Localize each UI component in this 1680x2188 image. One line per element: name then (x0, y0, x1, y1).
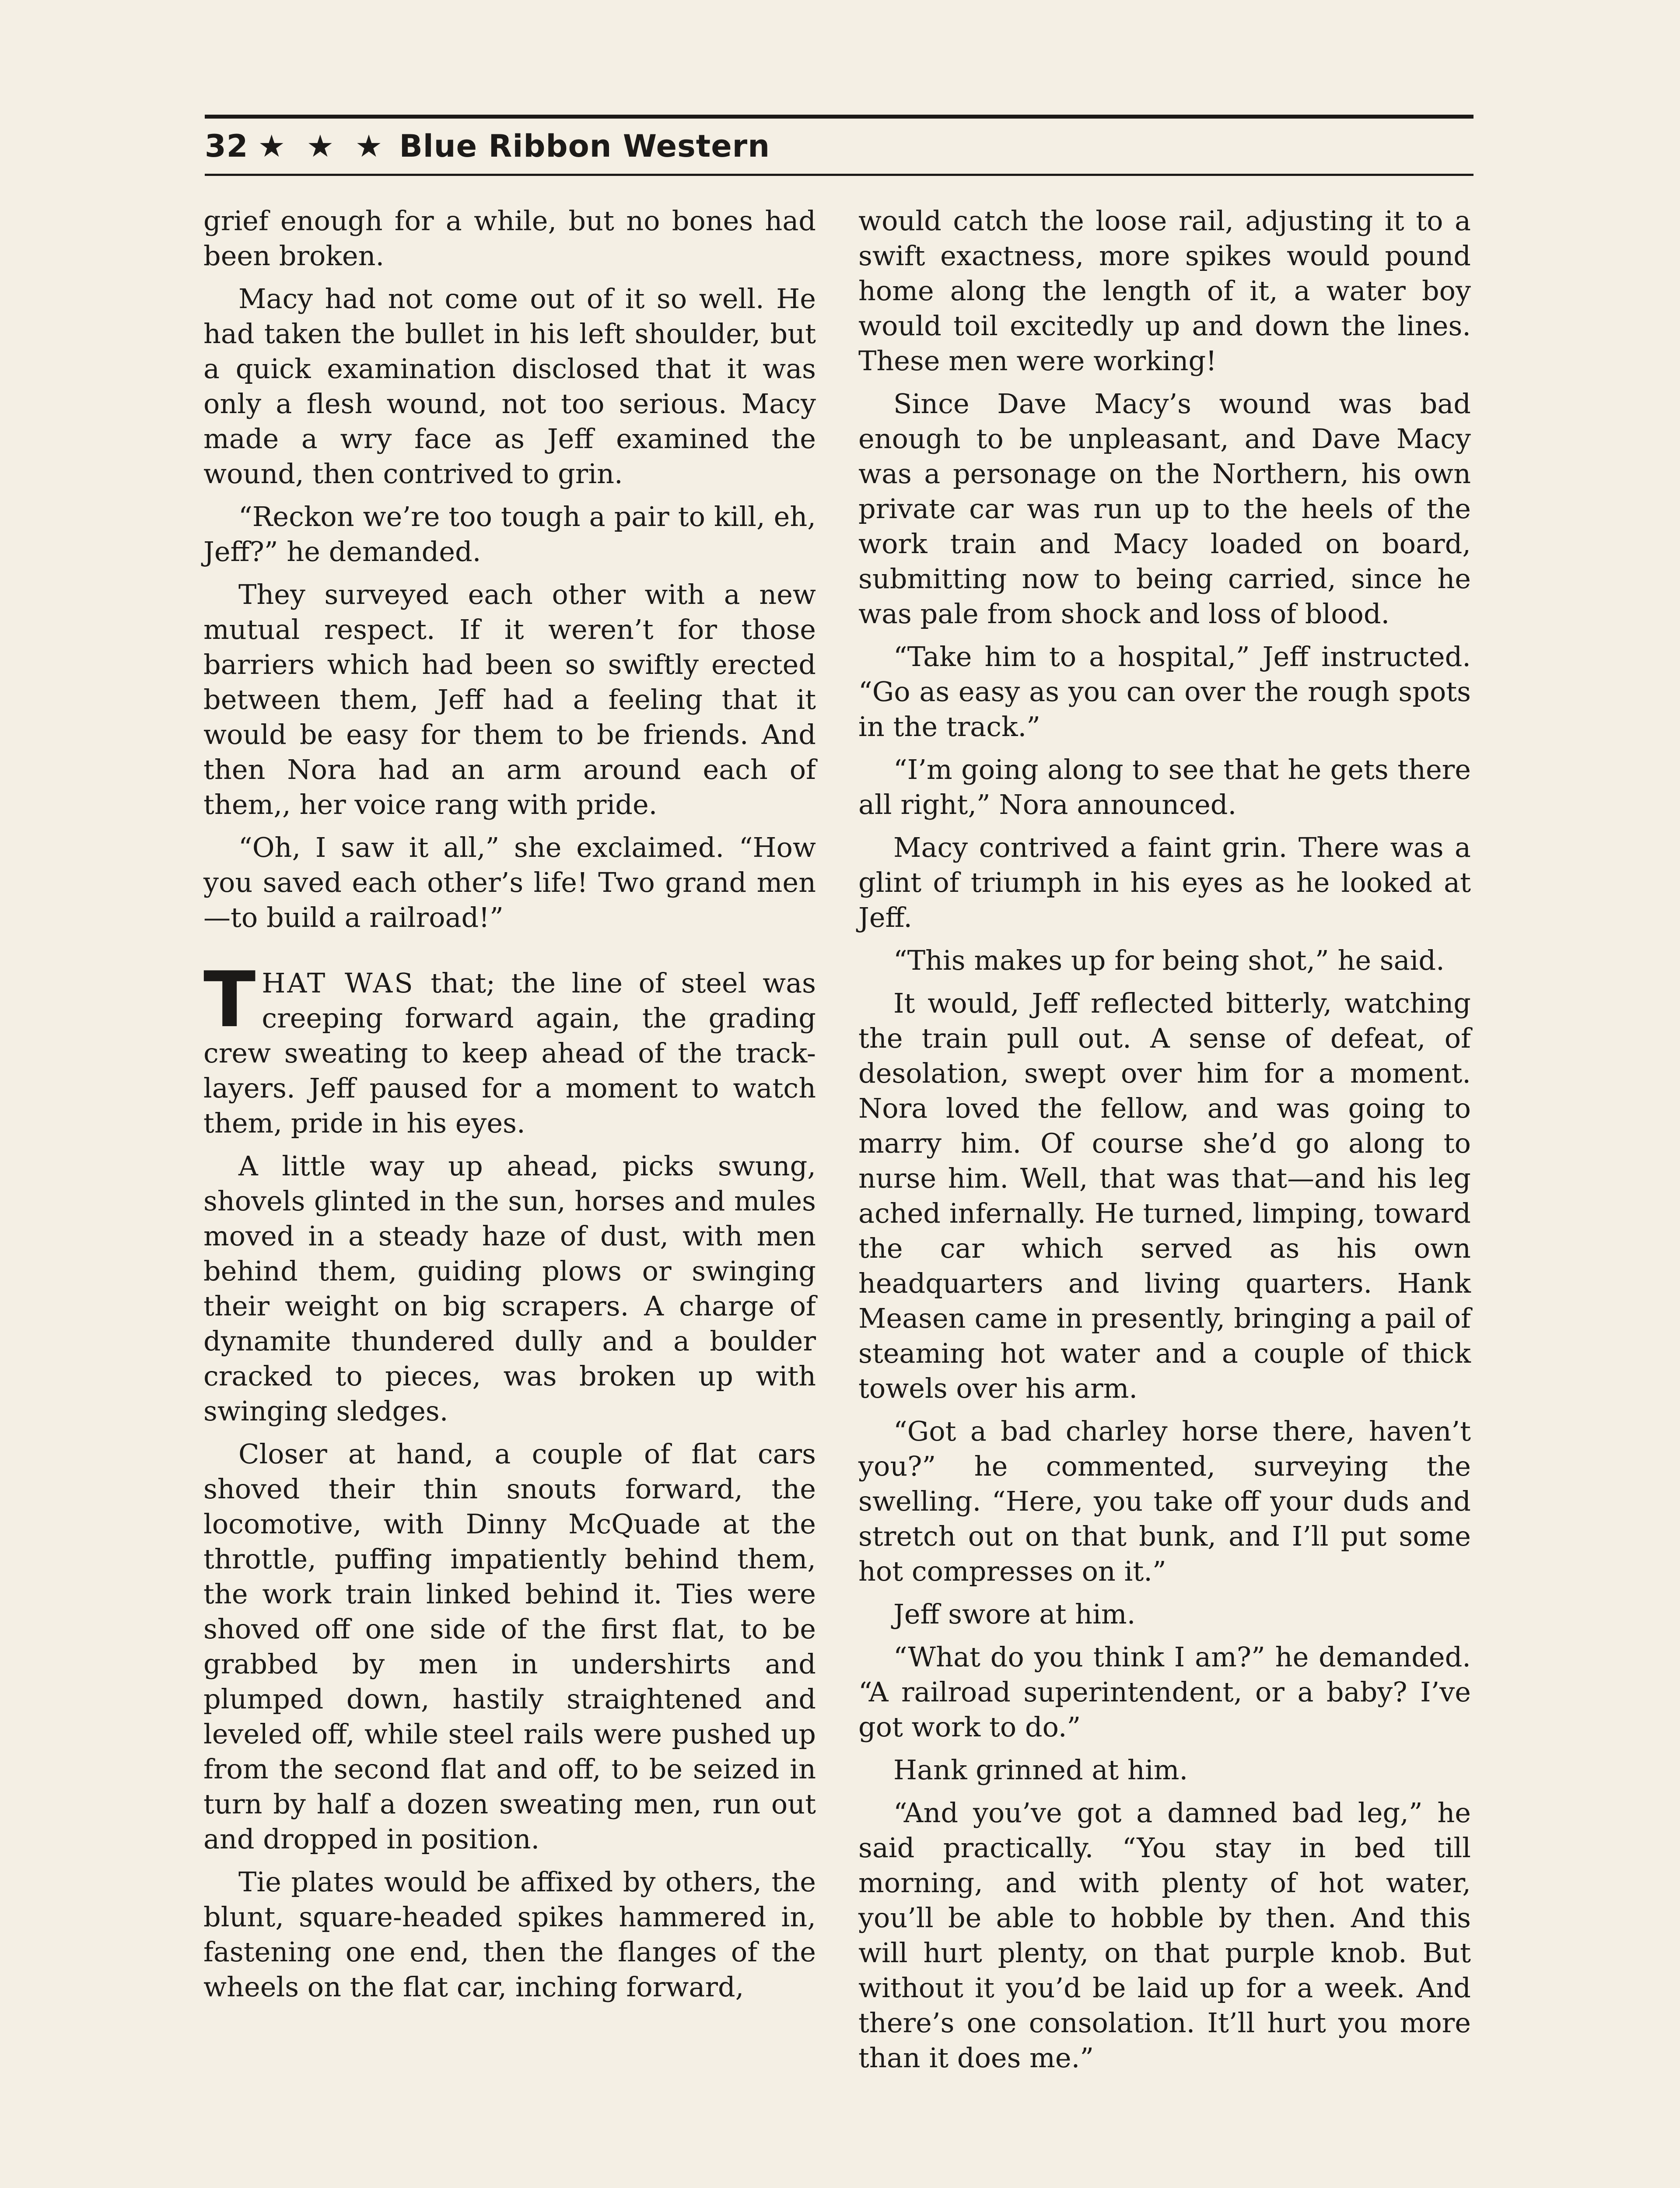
paragraph: “What do you think I am?” he demanded. “A railroad superintendent, or a baby? I’ve got work to do.” (858, 1641, 1471, 1743)
paragraph: Closer at hand, a couple of flat cars shoved their thin snouts forward, the locomotive, with Dinny McQuade at the throttle, puffing impatiently behind them, the work train linked behind it. Ties were shoved off one side of the first flat, to be grabbed by men in undershirts and plumped down, hastily straightened and leveled off, while steel rails were pushed up from the second flat and off, to be seized in turn by half a dozen sweating men, run out and dropped in position. (203, 1438, 816, 1855)
paragraph: “I’m going along to see that he gets there all right,” Nora announced. (858, 754, 1471, 820)
paragraph: “Got a bad charley horse there, haven’t you?” he commented, surveying the swelling. “Here, you take off your duds and stretch out on that bunk, and I’ll put some hot compresses on it.” (858, 1415, 1471, 1587)
left-text-column (203, 203, 816, 2013)
magazine-title: Blue Ribbon Western (399, 128, 770, 164)
page-header (205, 115, 1474, 176)
paragraph-text: that; the line of steel was creeping forward again, the grading crew sweating to keep ahead of the track-layers. Jeff paused for a moment to watch them, pride in his eyes. (203, 967, 816, 1139)
paragraph: grief enough for a while, but no bones had been broken. (203, 205, 816, 272)
paragraph: Hank grinned at him. (893, 1754, 1188, 1786)
page-number: 32 (205, 128, 248, 164)
paragraph: “Take him to a hospital,” Jeff instructed. “Go as easy as you can over the rough spots in the track.” (858, 641, 1471, 743)
paragraph: Since Dave Macy’s wound was bad enough to be unpleasant, and Dave Macy was a personage on the Northern, his own private car was run up to the heels of the work train and Macy loaded on board, submitting now to being carried, since he was pale from shock and loss of blood. (858, 388, 1471, 630)
section-opening-paragraph (203, 956, 816, 1141)
paragraph: Tie plates would be affixed by others, the blunt, square-headed spikes hammered in, fastening one end, then the flanges of the wheels on the flat car, inching forward, (203, 1866, 816, 2003)
drop-cap: T (203, 956, 256, 1045)
paragraph: A little way up ahead, picks swung, shovels glinted in the sun, horses and mules moved in a steady haze of dust, with men behind them, guiding plows or swinging their weight on big scrapers. A charge of dynamite thundered dully and a boulder cracked to pieces, was broken up with swinging sledges. (203, 1150, 816, 1427)
paragraph: would catch the loose rail, adjusting it to a swift exactness, more spikes would pound home along the length of it, a water boy would toil excitedly up and down the lines. These men were working! (858, 205, 1471, 377)
paragraph: “This makes up for being shot,” he said. (893, 944, 1445, 976)
paragraph: “Reckon we’re too tough a pair to kill, eh, Jeff?” he demanded. (203, 501, 816, 568)
paragraph: Macy had not come out of it so well. He had taken the bullet in his left shoulder, but a quick examination disclosed that it was only a flesh wound, not too serious. Macy made a wry face as Jeff examined the wound, then contrived to grin. (203, 283, 816, 490)
paragraph: “And you’ve got a damned bad leg,” he said practically. “You stay in bed till morning, and with plenty of hot water, you’ll be able to hobble by then. And this will hurt plenty, on that purple knob. But without it you’d be laid up for a week. And there’s one consolation. It’ll hurt you more than it does me.” (858, 1797, 1471, 2074)
paragraph: “Oh, I saw it all,” she exclaimed. “How you saved each other’s life! Two grand men—to build a railroad!” (203, 831, 816, 933)
paragraph: They surveyed each other with a new mutual respect. If it weren’t for those barriers which had been so swiftly erected between them, Jeff had a feeling that it would be easy for them to be friends. And then Nora had an arm around each of them,, her voice rang with pride. (203, 579, 816, 820)
paragraph: It would, Jeff reflected bitterly, watching the train pull out. A sense of defeat, of desolation, swept over him for a moment. Nora loved the fellow, and was going to marry him. Of course she’d go along to nurse him. Well, that was that—and his leg ached infernally. He turned, limping, toward the car which served as his own headquarters and living quarters. Hank Measen came in presently, bringing a pail of steaming hot water and a couple of thick towels over his arm. (858, 987, 1471, 1404)
paragraph: Jeff swore at him. (893, 1598, 1136, 1630)
paragraph: Macy contrived a faint grin. There was a glint of triumph in his eyes as he looked at Jeff. (858, 831, 1471, 933)
right-text-column (858, 203, 1471, 2083)
star-icons: ★ ★ ★ (258, 128, 388, 164)
lead-in-text: HAT WAS (262, 967, 415, 999)
